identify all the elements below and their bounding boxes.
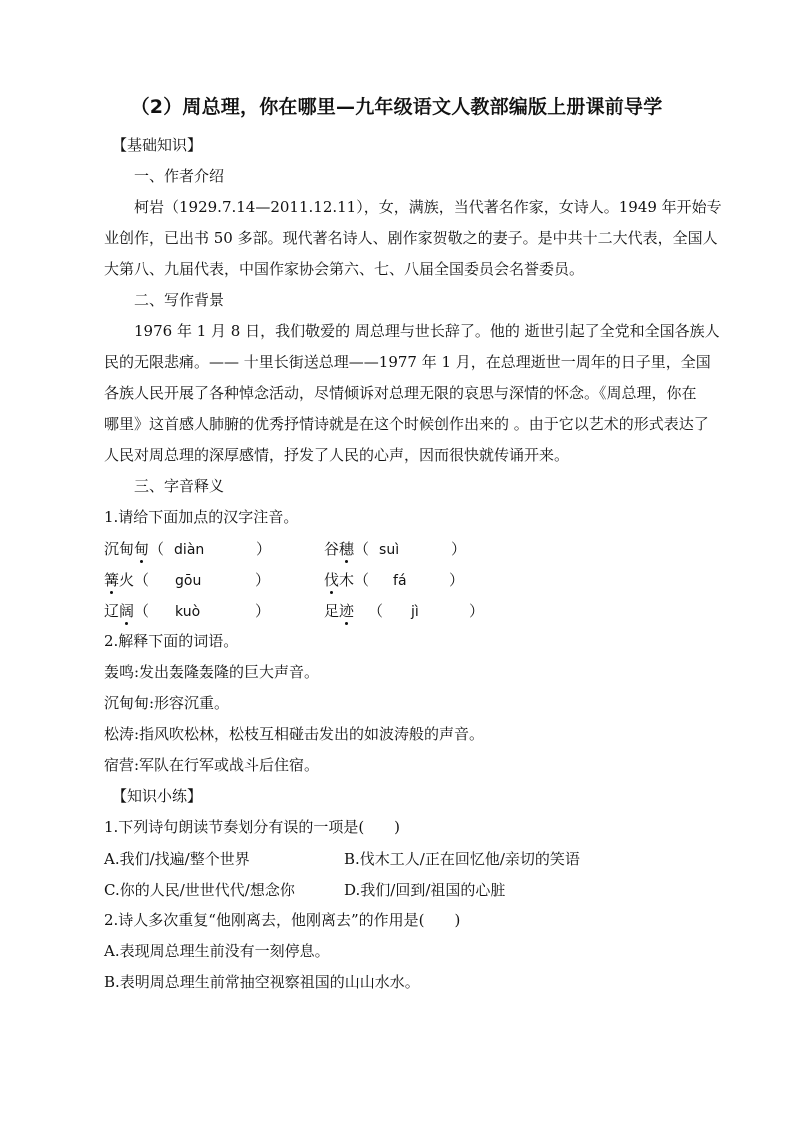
question-definitions: 2.解释下面的词语。 [104, 632, 239, 650]
pinyin-answer: fá [393, 573, 407, 589]
word-part: 火 [119, 571, 135, 589]
definition-item: 松涛:指风吹松林，松枝互相碰击发出的如波涛般的声音。 [104, 725, 485, 743]
option-a: A.我们/找遍/整个世界 [104, 850, 250, 868]
open-paren: （ [354, 571, 370, 589]
open-paren: （ [368, 602, 384, 620]
document-body [104, 130, 722, 998]
word-part: 沉甸 [104, 540, 135, 558]
pinyin-answer: gōu [175, 573, 202, 589]
definition-item: 宿营:军队在行军或战斗后住宿。 [104, 756, 320, 774]
pinyin-item [104, 569, 324, 590]
close-paren: ） [255, 602, 271, 620]
word-part: 木 [339, 571, 355, 589]
pronunciation-heading: 三、字音释义 [134, 477, 225, 495]
background-line-5: 人民对周总理的深厚感情，抒发了人民的心声，因而很快就传诵开来。 [104, 446, 570, 464]
definition-item: 沉甸甸:形容沉重。 [104, 694, 230, 712]
pinyin-item [104, 538, 324, 559]
close-paren: ） [469, 602, 485, 620]
pinyin-answer: suì [379, 542, 400, 558]
pinyin-answer: jì [411, 604, 419, 620]
word-part: 谷 [324, 540, 340, 558]
open-paren: （ [149, 540, 165, 558]
pinyin-item [324, 569, 464, 590]
option-c: C.你的人民/世世代代/想念你 [104, 881, 295, 899]
pinyin-row [104, 595, 704, 626]
dotted-char: 甸 [134, 540, 150, 558]
close-paren: ） [451, 540, 467, 558]
practice-question-2: 2.诗人多次重复“他刚离去，他刚离去”的作用是( ) [104, 911, 461, 929]
background-line-2: 民的无限悲痛。—— 十里长街送总理——1977 年 1 月，在总理逝世一周年的日子里，全国 [104, 353, 711, 371]
background-heading: 二、写作背景 [134, 291, 225, 309]
close-paren: ） [449, 571, 465, 589]
open-paren: （ [134, 571, 150, 589]
pinyin-item [324, 538, 466, 559]
dotted-char: 穗 [339, 540, 355, 558]
author-line-2: 业创作，已出书 50 多部。现代著名诗人、剧作家贺敬之的妻子。是中共十二大代表，全国人 [104, 229, 718, 247]
dotted-char: 篝 [104, 571, 120, 589]
pinyin-row [104, 533, 704, 564]
dotted-char: 迹 [339, 602, 355, 620]
pinyin-answer: kuò [175, 604, 201, 620]
option-b: B.表明周总理生前常抽空视察祖国的山山水水。 [104, 973, 420, 991]
pinyin-answer: diàn [174, 542, 205, 558]
close-paren: ） [256, 540, 272, 558]
author-line-3: 大第八、九届代表，中国作家协会第六、七、八届全国委员会名誉委员。 [104, 260, 585, 278]
page-title: （2）周总理，你在哪里—九年级语文人教部编版上册课前导学 [130, 96, 663, 118]
section-basic-knowledge: 【基础知识】 [112, 136, 203, 154]
option-row [104, 843, 704, 874]
pinyin-item [104, 600, 324, 621]
close-paren: ） [255, 571, 271, 589]
background-line-3: 各族人民开展了各种悼念活动，尽情倾诉对总理无限的哀思与深情的怀念。《周总理，你在 [104, 384, 697, 402]
definition-item: 轰鸣:发出轰隆轰隆的巨大声音。 [104, 663, 320, 681]
option-d: D.我们/回到/祖国的心脏 [344, 881, 506, 899]
background-line-4: 哪里》这首感人肺腑的优秀抒情诗就是在这个时候创作出来的 。由于它以艺术的形式表达了 [104, 415, 709, 433]
open-paren: （ [134, 602, 150, 620]
open-paren: （ [354, 540, 370, 558]
dotted-char: 伐 [324, 571, 340, 589]
pinyin-item [324, 600, 484, 621]
section-practice: 【知识小练】 [112, 787, 203, 805]
background-line-1: 1976 年 1 月 8 日，我们敬爱的 周总理与世长辞了。他的 逝世引起了全党和全国各族人 [134, 322, 720, 340]
option-row [104, 874, 704, 905]
option-b: B.伐木工人/正在回忆他/亲切的笑语 [344, 850, 580, 868]
word-part: 辽 [104, 602, 120, 620]
pinyin-row [104, 564, 704, 595]
question-pinyin: 1.请给下面加点的汉字注音。 [104, 508, 299, 526]
word-part: 足 [324, 602, 340, 620]
author-line-1: 柯岩（1929.7.14—2011.12.11），女，满族，当代著名作家，女诗人。1949 年开始专 [134, 198, 722, 216]
dotted-char: 阔 [119, 602, 135, 620]
author-heading: 一、作者介绍 [134, 167, 225, 185]
practice-question-1: 1.下列诗句朗读节奏划分有误的一项是( ) [104, 818, 401, 836]
option-a: A.表现周总理生前没有一刻停息。 [104, 942, 330, 960]
